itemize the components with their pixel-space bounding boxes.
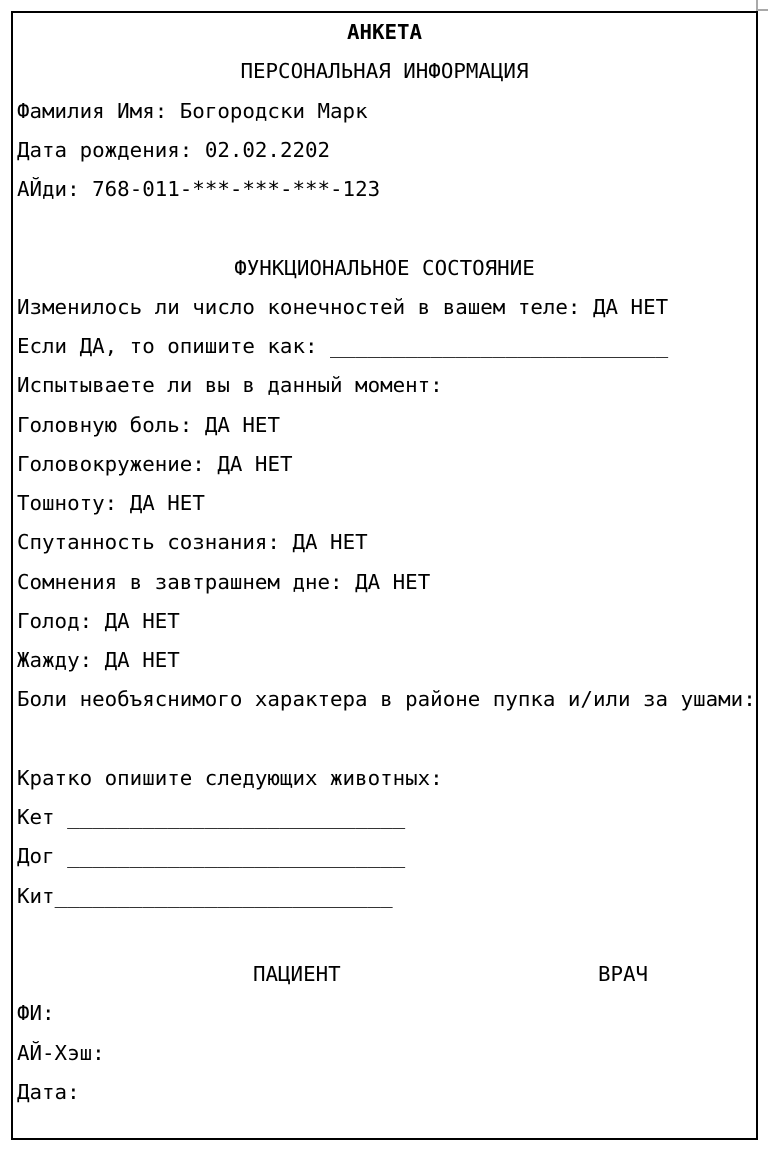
animal-dog-blank-field[interactable]: ___________________________	[67, 844, 406, 869]
headache-option-no[interactable]: НЕТ	[242, 412, 280, 437]
blank-line	[13, 720, 756, 759]
limb-count-option-yes[interactable]: ДА	[592, 294, 619, 319]
question-describe-how	[13, 327, 756, 366]
symptom-dizziness	[13, 445, 756, 484]
field-birthdate	[13, 131, 756, 170]
nausea-option-no[interactable]: НЕТ	[167, 491, 205, 515]
field-fullname	[13, 92, 756, 131]
question-unexplained-pain: Боли необъяснимого характера в районе пупка и/или за ушами:	[17, 687, 756, 712]
signature-idhash-row	[13, 1034, 756, 1073]
limb-count-label: Изменилось ли число конечностей в вашем теле:	[17, 294, 581, 319]
doctor-column-heading: ВРАЧ	[598, 962, 649, 986]
symptom-hunger	[13, 602, 756, 641]
nausea-option-yes[interactable]: ДА	[129, 491, 155, 515]
thirst-label: Жажду:	[17, 648, 93, 672]
doubts-option-yes[interactable]: ДА	[355, 569, 381, 594]
describe-how-blank-field[interactable]: ___________________________	[330, 334, 669, 358]
thirst-option-no[interactable]: НЕТ	[142, 648, 180, 672]
experiencing-intro: Испытываете ли вы в данный момент:	[17, 373, 443, 398]
animal-ket-row	[13, 798, 756, 837]
symptom-doubts	[13, 563, 756, 602]
signature-idhash-label: АЙ-Хэш:	[17, 1040, 105, 1065]
signature-headings-row	[13, 955, 756, 994]
animal-dog-row	[13, 837, 756, 876]
id-value: 768-011-***-***-***-123	[92, 177, 381, 201]
birthdate-value: 02.02.2202	[204, 137, 331, 162]
nausea-label: Тошноту:	[17, 491, 118, 515]
signature-name-label: ФИ:	[17, 1001, 55, 1026]
describe-how-label: Если ДА, то опишите как:	[17, 334, 318, 358]
blank-line	[13, 916, 756, 955]
dizziness-option-no[interactable]: НЕТ	[254, 451, 293, 476]
field-id	[13, 170, 756, 209]
animal-kit-label: Кит	[17, 883, 55, 908]
dizziness-label: Головокружение:	[17, 451, 205, 476]
signature-date-label: Дата:	[17, 1079, 80, 1104]
hunger-option-yes[interactable]: ДА	[104, 608, 130, 633]
hunger-option-no[interactable]: НЕТ	[142, 608, 180, 633]
confusion-option-no[interactable]: НЕТ	[330, 530, 368, 555]
hunger-label: Голод:	[17, 608, 93, 633]
symptom-thirst	[13, 641, 756, 680]
doubts-option-no[interactable]: НЕТ	[392, 569, 431, 594]
fullname-value: Богородски Марк	[179, 98, 368, 123]
functional-section-heading: ФУНКЦИОНАЛЬНОЕ СОСТОЯНИЕ	[234, 255, 535, 280]
symptom-confusion	[13, 523, 756, 562]
birthdate-label: Дата рождения:	[17, 137, 193, 162]
animal-kit-blank-field[interactable]: ___________________________	[54, 883, 393, 908]
blank-line	[13, 209, 756, 248]
animal-ket-blank-field[interactable]: ___________________________	[67, 805, 406, 829]
headache-option-yes[interactable]: ДА	[204, 412, 230, 437]
patient-column-heading: ПАЦИЕНТ	[253, 962, 341, 986]
animal-ket-label: Кет	[17, 805, 55, 829]
background-page-corner-mark	[756, 0, 768, 11]
confusion-label: Спутанность сознания:	[17, 530, 280, 555]
animal-dog-label: Дог	[17, 844, 55, 869]
headache-label: Головную боль:	[17, 412, 193, 437]
form-title: АНКЕТА	[346, 20, 423, 44]
animals-intro: Кратко опишите следующих животных:	[17, 765, 443, 790]
signature-date-row	[13, 1073, 756, 1112]
doubts-label: Сомнения в завтрашнем дне:	[17, 569, 343, 594]
fullname-label: Фамилия Имя:	[17, 98, 168, 123]
confusion-option-yes[interactable]: ДА	[292, 530, 318, 555]
personal-section-heading: ПЕРСОНАЛЬНАЯ ИНФОРМАЦИЯ	[240, 59, 529, 84]
limb-count-option-no[interactable]: НЕТ	[630, 294, 669, 319]
dizziness-option-yes[interactable]: ДА	[217, 451, 243, 476]
symptom-nausea	[13, 484, 756, 523]
thirst-option-yes[interactable]: ДА	[104, 648, 130, 672]
question-limb-count	[13, 288, 756, 327]
symptom-headache	[13, 406, 756, 445]
animal-kit-row	[13, 877, 756, 916]
signature-name-row	[13, 994, 756, 1033]
questionnaire-page	[11, 11, 758, 1140]
id-label: АЙди:	[17, 177, 80, 201]
